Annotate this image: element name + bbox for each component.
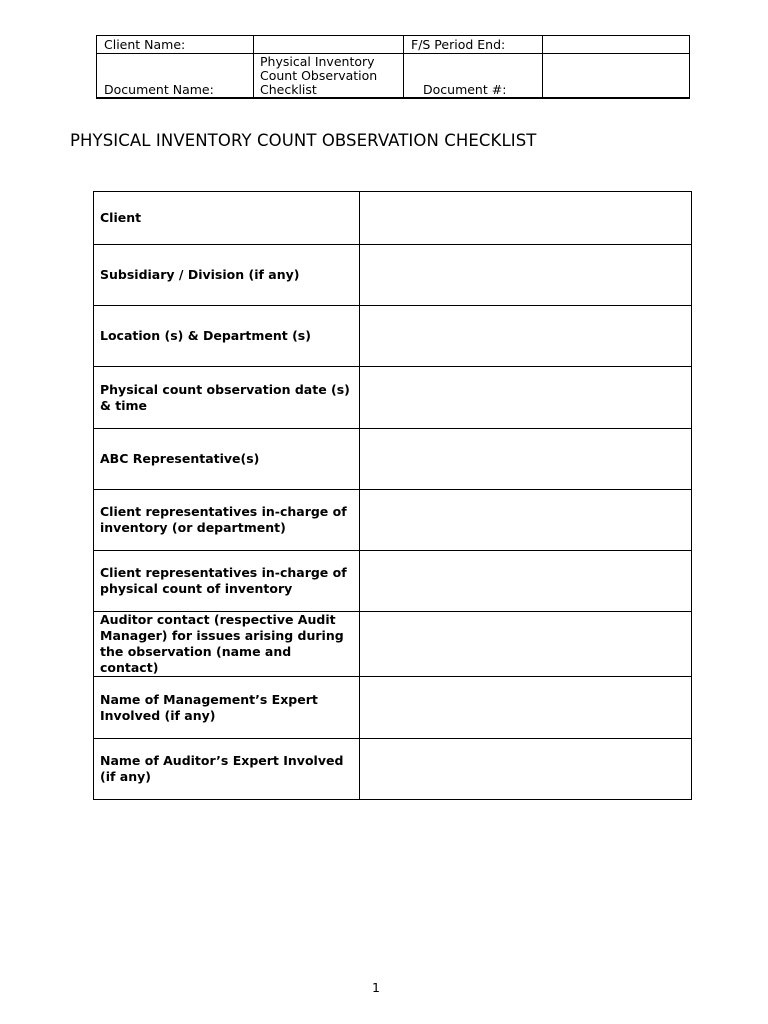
page-number: 1 (372, 980, 380, 995)
row-label-auditor-expert: Name of Auditor’s Expert Involved (if any) (94, 739, 360, 800)
document-name-value: Physical Inventory Count Observation Checklist (254, 54, 404, 99)
document-header-table (96, 35, 690, 99)
page-title: PHYSICAL INVENTORY COUNT OBSERVATION CHECKLIST (70, 131, 537, 150)
table-row (94, 677, 692, 739)
table-row (94, 367, 692, 429)
row-value-client-rep-count[interactable] (360, 551, 692, 612)
fs-period-end-value[interactable] (543, 36, 690, 54)
row-label-abc-representatives: ABC Representative(s) (94, 429, 360, 490)
row-value-observation-date[interactable] (360, 367, 692, 429)
table-row (94, 192, 692, 245)
table-row (94, 245, 692, 306)
fs-period-end-label: F/S Period End: (404, 36, 543, 54)
client-name-label: Client Name: (97, 36, 254, 54)
row-label-client-rep-count: Client representatives in-charge of physical count of inventory (94, 551, 360, 612)
document-name-label: Document Name: (97, 54, 254, 99)
table-row (94, 551, 692, 612)
row-value-auditor-contact[interactable] (360, 612, 692, 677)
row-label-auditor-contact: Auditor contact (respective Audit Manager) for issues arising during the observation (name and contact) (94, 612, 360, 677)
row-value-abc-representatives[interactable] (360, 429, 692, 490)
client-name-value[interactable] (254, 36, 404, 54)
row-value-client-rep-inventory[interactable] (360, 490, 692, 551)
table-row (94, 739, 692, 800)
header-row-client (97, 36, 690, 54)
table-row (94, 612, 692, 677)
row-value-client[interactable] (360, 192, 692, 245)
row-value-location[interactable] (360, 306, 692, 367)
row-label-observation-date: Physical count observation date (s) & time (94, 367, 360, 429)
row-label-client: Client (94, 192, 360, 245)
table-row (94, 490, 692, 551)
table-row (94, 429, 692, 490)
document-number-label: Document #: (404, 54, 543, 99)
row-value-management-expert[interactable] (360, 677, 692, 739)
header-row-document (97, 54, 690, 99)
row-value-auditor-expert[interactable] (360, 739, 692, 800)
document-number-value[interactable] (543, 54, 690, 99)
row-label-location: Location (s) & Department (s) (94, 306, 360, 367)
row-label-subsidiary: Subsidiary / Division (if any) (94, 245, 360, 306)
checklist-table (93, 191, 692, 800)
row-value-subsidiary[interactable] (360, 245, 692, 306)
row-label-client-rep-inventory: Client representatives in-charge of inventory (or department) (94, 490, 360, 551)
row-label-management-expert: Name of Management’s Expert Involved (if any) (94, 677, 360, 739)
table-row (94, 306, 692, 367)
